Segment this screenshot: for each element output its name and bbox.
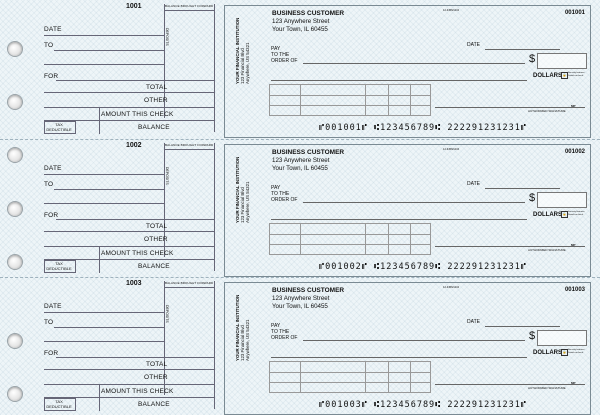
routing-fraction: 12-3456/1234 [443, 286, 460, 289]
amount-words-line[interactable] [271, 80, 527, 81]
memo-grid [269, 361, 431, 393]
stub-to-label: TO [44, 42, 54, 49]
bank-info [235, 295, 250, 361]
stub-divider [99, 247, 100, 273]
signature-line[interactable] [435, 384, 585, 385]
balance-forward-label: BALANCE BROUGHT FORWARD [165, 4, 214, 8]
dollars-label: DOLLARS [533, 350, 562, 356]
stub-line [54, 189, 164, 190]
amount-box[interactable] [537, 192, 587, 208]
amount-words-line[interactable] [271, 357, 527, 358]
bank-info [235, 157, 250, 223]
customer-name: BUSINESS CUSTOMER [272, 149, 345, 156]
routing-fraction: 12-3456/1234 [443, 9, 460, 12]
stub-for-label: FOR [44, 212, 59, 219]
stub-line [44, 92, 214, 93]
bank-city: Anywhere, US 54321 [245, 181, 250, 223]
tax-deductible-label: TAX DEDUCTIBLE [46, 122, 72, 132]
micr-line: ⑈001001⑈ ⑆123456789⑆ 222291231231⑈ [319, 123, 527, 133]
stub-balance-label: BALANCE [138, 401, 170, 408]
stub-line [164, 149, 214, 150]
customer-street: 123 Anywhere Street [272, 295, 330, 302]
stub-line [44, 341, 164, 342]
check-number: 001003 [564, 287, 585, 293]
stub-for-label: FOR [44, 350, 59, 357]
stub-number: 1002 [126, 142, 142, 149]
stub-amount-label: AMOUNT THIS CHECK [101, 111, 174, 118]
bank-city: Anywhere, US 54321 [245, 42, 250, 84]
bank-info [235, 18, 250, 84]
routing-fraction: 12-3456/1234 [443, 148, 460, 151]
stub-divider [214, 4, 215, 132]
amount-box[interactable] [537, 330, 587, 346]
date-line[interactable] [485, 326, 560, 327]
check-body [224, 282, 591, 415]
stub-line [44, 64, 164, 65]
balance-forward-label: BALANCE BROUGHT FORWARD [165, 281, 214, 285]
check-number: 001001 [564, 10, 585, 16]
security-note: Security features. Details on back. [568, 211, 586, 216]
date-line[interactable] [485, 188, 560, 189]
stub-date-label: DATE [44, 303, 62, 310]
deposits-label: DEPOSITS [165, 28, 169, 46]
stub-divider [214, 143, 215, 271]
stub-line [164, 10, 214, 11]
date-label: DATE [467, 42, 480, 48]
padlock-icon: 🔒 [562, 212, 567, 216]
micr-line: ⑈001002⑈ ⑆123456789⑆ 222291231231⑈ [319, 262, 527, 272]
stub-line [44, 107, 214, 108]
bank-street: 123 Financial Blvd [240, 187, 245, 223]
authorized-signature-label: AUTHORIZED SIGNATURE [528, 386, 566, 390]
stub-amount-label: AMOUNT THIS CHECK [101, 250, 174, 257]
stub-total-label: TOTAL [146, 223, 168, 230]
stub-line [56, 219, 214, 220]
stub-amount-label: AMOUNT THIS CHECK [101, 388, 174, 395]
customer-city: Your Town, IL 60455 [272, 303, 328, 310]
stub-to-label: TO [44, 319, 54, 326]
memo-grid [269, 84, 431, 116]
authorized-signature-label: AUTHORIZED SIGNATURE [528, 248, 566, 252]
pay-to-label: PAY TO THE ORDER OF [271, 185, 298, 203]
check-number: 001002 [564, 149, 585, 155]
stub-total-label: TOTAL [146, 84, 168, 91]
authorized-signature-label: AUTHORIZED SIGNATURE [528, 109, 566, 113]
mp-label: MP [571, 243, 576, 247]
customer-name: BUSINESS CUSTOMER [272, 287, 345, 294]
stub-line [44, 174, 164, 175]
stub-line [164, 287, 214, 288]
check-body [224, 144, 591, 277]
stub-date-label: DATE [44, 26, 62, 33]
customer-city: Your Town, IL 60455 [272, 165, 328, 172]
stub-line [54, 50, 164, 51]
stub-line [54, 327, 164, 328]
mp-label: MP [571, 104, 576, 108]
stub-balance-label: BALANCE [138, 263, 170, 270]
stub-line [44, 369, 214, 370]
dollar-sign: $ [529, 330, 536, 342]
stub-balance-label: BALANCE [138, 124, 170, 131]
security-note: Security features. Details on back. [568, 349, 586, 354]
bank-name: YOUR FINANCIAL INSTITUTION [235, 156, 240, 223]
stub-line [44, 203, 164, 204]
check-row [0, 139, 600, 277]
security-note: Security features. Details on back. [568, 72, 586, 77]
check-row [0, 0, 600, 138]
bank-street: 123 Financial Blvd [240, 325, 245, 361]
stub-date-label: DATE [44, 165, 62, 172]
customer-city: Your Town, IL 60455 [272, 26, 328, 33]
bank-street: 123 Financial Blvd [240, 48, 245, 84]
customer-street: 123 Anywhere Street [272, 18, 330, 25]
date-line[interactable] [485, 49, 560, 50]
signature-line[interactable] [435, 107, 585, 108]
deposits-label: DEPOSITS [165, 305, 169, 323]
customer-name: BUSINESS CUSTOMER [272, 10, 345, 17]
stub-line [44, 384, 214, 385]
stub-line [44, 246, 214, 247]
stub-other-label: OTHER [144, 374, 168, 381]
payee-line[interactable] [303, 340, 525, 341]
stub-total-label: TOTAL [146, 361, 168, 368]
stub-divider [99, 108, 100, 134]
stub-number: 1003 [126, 280, 142, 287]
pay-to-label: PAY TO THE ORDER OF [271, 46, 298, 64]
bank-city: Anywhere, US 54321 [245, 319, 250, 361]
customer-street: 123 Anywhere Street [272, 157, 330, 164]
memo-grid [269, 223, 431, 255]
amount-words-line[interactable] [271, 219, 527, 220]
stub-number: 1001 [126, 3, 142, 10]
amount-box[interactable] [537, 53, 587, 69]
check-stub [34, 0, 216, 138]
check-row [0, 277, 600, 415]
stub-line [56, 80, 214, 81]
stub-line [44, 312, 164, 313]
signature-line[interactable] [435, 246, 585, 247]
padlock-icon: 🔒 [562, 73, 567, 77]
padlock-icon: 🔒 [562, 350, 567, 354]
stub-line [44, 35, 164, 36]
date-label: DATE [467, 319, 480, 325]
stub-line [56, 357, 214, 358]
pay-to-label: PAY TO THE ORDER OF [271, 323, 298, 341]
tax-deductible-label: TAX DEDUCTIBLE [46, 261, 72, 271]
mp-label: MP [571, 381, 576, 385]
tax-box [44, 121, 76, 134]
stub-divider [214, 281, 215, 409]
stub-line [44, 231, 214, 232]
stub-divider [99, 385, 100, 411]
payee-line[interactable] [303, 63, 525, 64]
bank-name: YOUR FINANCIAL INSTITUTION [235, 17, 240, 84]
date-label: DATE [467, 181, 480, 187]
tax-box [44, 398, 76, 411]
micr-line: ⑈001003⑈ ⑆123456789⑆ 222291231231⑈ [319, 400, 527, 410]
stub-for-label: FOR [44, 73, 59, 80]
stub-other-label: OTHER [144, 236, 168, 243]
dollar-sign: $ [529, 53, 536, 65]
check-body [224, 5, 591, 138]
dollars-label: DOLLARS [533, 212, 562, 218]
dollar-sign: $ [529, 192, 536, 204]
payee-line[interactable] [303, 202, 525, 203]
stub-other-label: OTHER [144, 97, 168, 104]
check-stub [34, 277, 216, 415]
deposits-label: DEPOSITS [165, 167, 169, 185]
tax-deductible-label: TAX DEDUCTIBLE [46, 399, 72, 409]
check-stub [34, 139, 216, 277]
tax-box [44, 260, 76, 273]
bank-name: YOUR FINANCIAL INSTITUTION [235, 294, 240, 361]
balance-forward-label: BALANCE BROUGHT FORWARD [165, 143, 214, 147]
stub-to-label: TO [44, 181, 54, 188]
dollars-label: DOLLARS [533, 73, 562, 79]
